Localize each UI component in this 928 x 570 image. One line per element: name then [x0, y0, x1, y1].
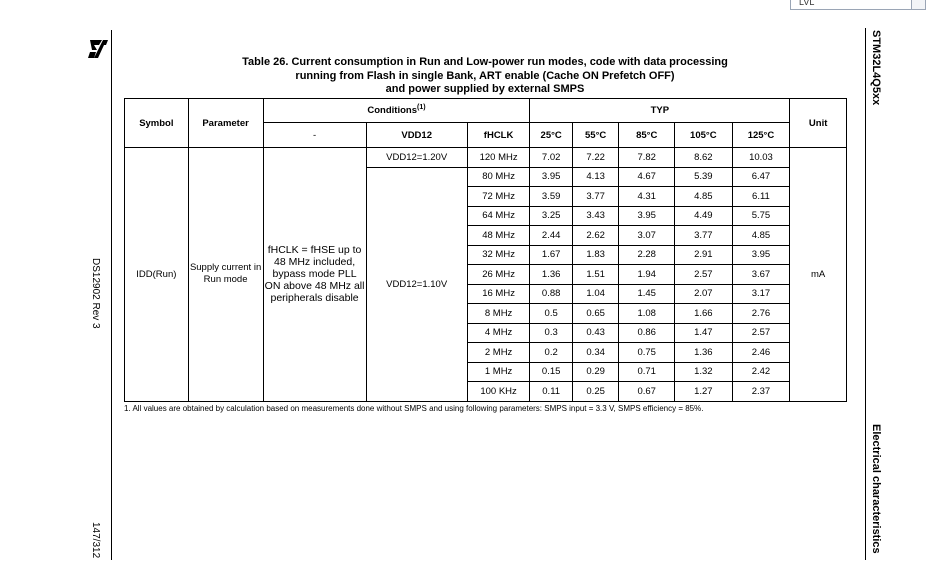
value-cell: 1.04 — [572, 284, 619, 304]
value-cell: 1.36 — [675, 343, 733, 363]
header-unit: Unit — [790, 99, 847, 148]
freq-cell: 26 MHz — [467, 265, 530, 285]
unit-cell: mA — [790, 148, 847, 402]
vdd-cell-110: VDD12=1.10V — [366, 167, 467, 401]
value-cell: 0.34 — [572, 343, 619, 363]
value-cell: 3.67 — [732, 265, 790, 285]
value-cell: 4.49 — [675, 206, 733, 226]
value-cell: 2.57 — [732, 323, 790, 343]
value-cell: 0.67 — [619, 382, 675, 402]
caption-line-2: running from Flash in single Bank, ART enable (Cache ON Prefetch OFF) — [295, 69, 675, 82]
header-fhclk: fHCLK — [467, 123, 530, 148]
value-cell: 4.85 — [675, 187, 733, 207]
freq-cell: 16 MHz — [467, 284, 530, 304]
value-cell: 2.44 — [530, 226, 572, 246]
value-cell: 3.77 — [572, 187, 619, 207]
freq-cell: 72 MHz — [467, 187, 530, 207]
value-cell: 7.82 — [619, 148, 675, 168]
header-temp-105: 105°C — [675, 123, 733, 148]
value-cell: 6.11 — [732, 187, 790, 207]
freq-cell: 120 MHz — [467, 148, 530, 168]
value-cell: 6.47 — [732, 167, 790, 187]
vdd-cell-120: VDD12=1.20V — [366, 148, 467, 168]
zoom-dropdown[interactable] — [790, 0, 926, 10]
value-cell: 4.31 — [619, 187, 675, 207]
value-cell: 0.3 — [530, 323, 572, 343]
caption-line-3: and power supplied by external SMPS — [385, 83, 585, 95]
header-temp-55: 55°C — [572, 123, 619, 148]
value-cell: 7.02 — [530, 148, 572, 168]
conditions-footnote-ref: (1) — [416, 104, 426, 111]
doc-id: DS12902 Rev 3 — [90, 258, 101, 329]
value-cell: 0.15 — [530, 362, 572, 382]
value-cell: 2.07 — [675, 284, 733, 304]
caption-line-1: Table 26. Current consumption in Run and Low-power run modes, code with data processing — [242, 56, 728, 68]
value-cell: 5.75 — [732, 206, 790, 226]
table-footnote: 1. All values are obtained by calculation based on measurements done without SMPS and using following parameters: SMPS input = 3.3 V, SMPS efficiency = 85%. — [124, 404, 704, 413]
value-cell: 3.07 — [619, 226, 675, 246]
value-cell: 3.95 — [732, 245, 790, 265]
freq-cell: 64 MHz — [467, 206, 530, 226]
value-cell: 1.94 — [619, 265, 675, 285]
freq-cell: 1 MHz — [467, 362, 530, 382]
value-cell: 1.36 — [530, 265, 572, 285]
conditions-cell: fHCLK = fHSE up to 48 MHz included, bypass mode PLL ON above 48 MHz all peripherals disable — [263, 148, 366, 402]
value-cell: 8.62 — [675, 148, 733, 168]
value-cell: 1.51 — [572, 265, 619, 285]
parameter-cell: Supply current in Run mode — [188, 148, 263, 402]
value-cell: 2.37 — [732, 382, 790, 402]
value-cell: 3.17 — [732, 284, 790, 304]
value-cell: 0.71 — [619, 362, 675, 382]
value-cell: 3.95 — [530, 167, 572, 187]
value-cell: 0.43 — [572, 323, 619, 343]
left-margin-rule — [111, 30, 112, 560]
value-cell: 2.28 — [619, 245, 675, 265]
product-name: STM32L4Q5xx — [870, 30, 882, 106]
table-caption — [124, 56, 846, 97]
value-cell: 0.11 — [530, 382, 572, 402]
value-cell: 3.77 — [675, 226, 733, 246]
value-cell: 0.65 — [572, 304, 619, 324]
freq-cell: 8 MHz — [467, 304, 530, 324]
header-parameter: Parameter — [188, 99, 263, 148]
value-cell: 4.13 — [572, 167, 619, 187]
value-cell: 1.67 — [530, 245, 572, 265]
header-temp-125: 125°C — [732, 123, 790, 148]
freq-cell: 2 MHz — [467, 343, 530, 363]
current-consumption-table — [124, 98, 847, 402]
value-cell: 2.46 — [732, 343, 790, 363]
value-cell: 1.27 — [675, 382, 733, 402]
st-logo-icon — [88, 36, 110, 62]
value-cell: 2.57 — [675, 265, 733, 285]
symbol-cell: IDD(Run) — [125, 148, 189, 402]
value-cell: 0.75 — [619, 343, 675, 363]
header-temp-25: 25°C — [530, 123, 572, 148]
value-cell: 1.83 — [572, 245, 619, 265]
value-cell: 2.76 — [732, 304, 790, 324]
dropdown-value: LVL — [799, 0, 815, 7]
value-cell: 0.25 — [572, 382, 619, 402]
value-cell: 7.22 — [572, 148, 619, 168]
right-margin-rule — [865, 28, 866, 560]
value-cell: 2.91 — [675, 245, 733, 265]
page-number: 147/312 — [90, 522, 101, 559]
freq-cell: 4 MHz — [467, 323, 530, 343]
value-cell: 5.39 — [675, 167, 733, 187]
value-cell: 0.86 — [619, 323, 675, 343]
freq-cell: 80 MHz — [467, 167, 530, 187]
value-cell: 3.95 — [619, 206, 675, 226]
value-cell: 1.45 — [619, 284, 675, 304]
value-cell: 1.66 — [675, 304, 733, 324]
value-cell: 0.5 — [530, 304, 572, 324]
section-title: Electrical characteristics — [870, 424, 882, 554]
chevron-down-icon[interactable] — [911, 0, 925, 9]
value-cell: 0.29 — [572, 362, 619, 382]
freq-cell: 100 KHz — [467, 382, 530, 402]
table-row — [125, 148, 847, 168]
value-cell: 1.47 — [675, 323, 733, 343]
header-symbol: Symbol — [125, 99, 189, 148]
value-cell: 1.08 — [619, 304, 675, 324]
value-cell: 1.32 — [675, 362, 733, 382]
value-cell: 3.43 — [572, 206, 619, 226]
value-cell: 2.42 — [732, 362, 790, 382]
header-temp-85: 85°C — [619, 123, 675, 148]
freq-cell: 48 MHz — [467, 226, 530, 246]
freq-cell: 32 MHz — [467, 245, 530, 265]
header-vdd12: VDD12 — [366, 123, 467, 148]
value-cell: 10.03 — [732, 148, 790, 168]
value-cell: 0.88 — [530, 284, 572, 304]
value-cell: 0.2 — [530, 343, 572, 363]
value-cell: 2.62 — [572, 226, 619, 246]
value-cell: 3.59 — [530, 187, 572, 207]
value-cell: 4.67 — [619, 167, 675, 187]
header-dash: - — [263, 123, 366, 148]
value-cell: 3.25 — [530, 206, 572, 226]
header-typ: TYP — [530, 99, 790, 123]
value-cell: 4.85 — [732, 226, 790, 246]
header-conditions: Conditions$^{(1)}$ — [263, 99, 530, 123]
